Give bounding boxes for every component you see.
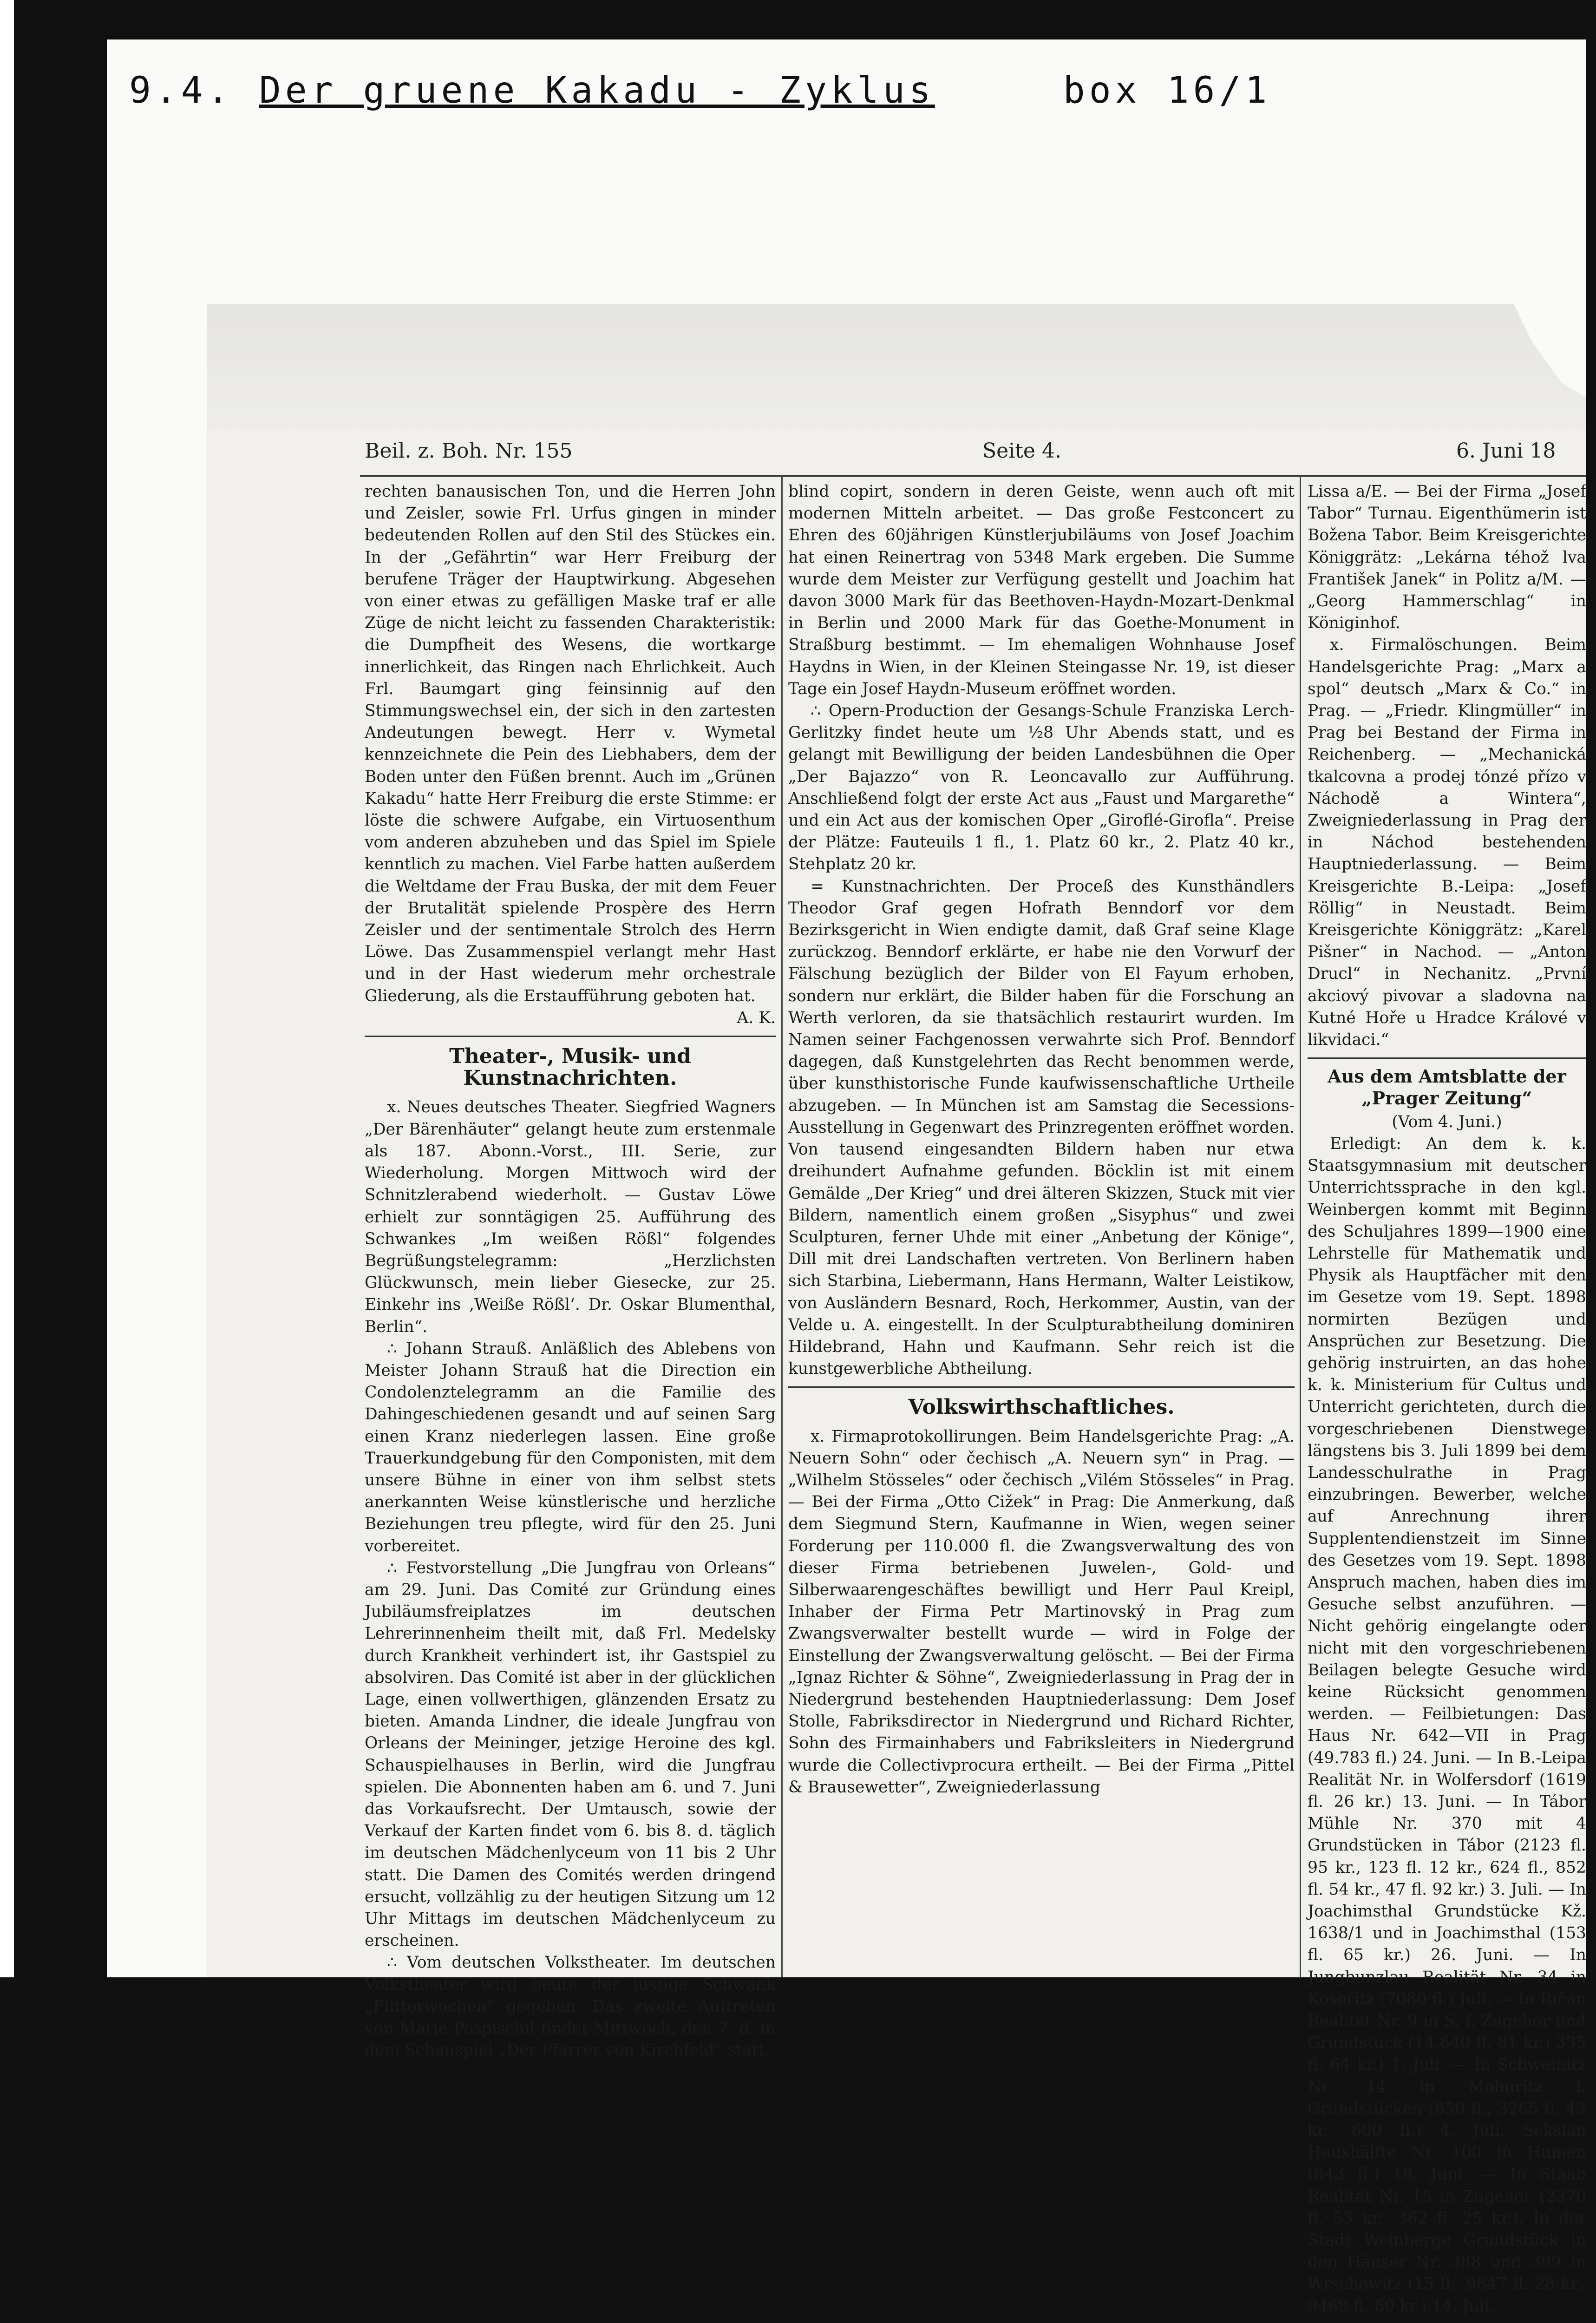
page-header <box>207 439 1586 472</box>
column-3 <box>1308 481 1586 2316</box>
news-item: ∴ Festvorstellung „Die Jungfrau von Orleans“ am 29. Juni. Das Comité zur Gründung eines Jubiläumsfreiplatzes im deutschen Lehrerinnenheim theilt mit, daß Frl. Medelsky durch Krankheit verhindert ist, ihr Gastspiel zu absolviren. Das Comité ist aber in der glücklichen Lage, einen vollwerthigen, glänzenden Ersatz zu bieten. Amanda Lindner, die ideale Jungfrau von Orleans der Meininger, jetzige Heroine des kgl. Schauspielhauses in Berlin, wird die Jungfrau spielen. Die Abonnenten haben am 6. und 7. Juni das Vorkaufsrecht. Der Umtausch, sowie der Verkauf der Karten findet vom 6. bis 8. d. täglich im deutschen Mädchenlyceum von 11 bis 2 Uhr statt. Die Damen des Comités werden dringend ersucht, vollzählig zu der heutigen Sitzung um 12 Uhr Mittags im deutschen Mädchenlyceum zu erscheinen. <box>365 1558 776 1950</box>
news-item: blind copirt, sondern in deren Geiste, wenn auch oft mit modernen Mitteln arbeitet. — Das große Festconcert zu Ehren des 60jährigen Künstlerjubiläums von Josef Joachim hat einen Reinertrag von 5348 Mark ergeben. Die Summe wurde dem Meister zur Verfügung gestellt und Joachim hat davon 3000 Mark für das Beethoven-Haydn-Mozart-Denkmal in Berlin und 2000 Mark für das Goethe-Monument in Straßburg bestimmt. — Im ehemaligen Wohnhause Josef Haydns in Wien, in der Kleinen Steingasse Nr. 19, ist dieser Tage ein Josef Haydn-Museum eröffnet worden. <box>788 482 1295 698</box>
archive-sheet <box>107 39 1586 2316</box>
left-margin-strip <box>0 0 14 1977</box>
column-rule-1 <box>781 477 783 1977</box>
column-1 <box>365 481 776 2060</box>
news-item: Lissa a/E. — Bei der Firma „Josef Tabor“ Turnau. Eigenthümerin ist Božena Tabor. Beim Kreisgerichte Königgrätz: „Lekárna téhož lva František Janek“ in Politz a/M. — „Georg Hammerschlag“ in Königinhof. <box>1308 482 1586 633</box>
news-item: = Kunstnachrichten. Der Proceß des Kunsthändlers Theodor Graf gegen Hofrath Benndorf vor dem Bezirksgericht in Wien endigte damit, daß Graf seine Klage zurückzog. Benndorf erklärte, er habe nie den Vorwurf der Fälschung bezüglich der Bilder von El Fayum erhoben, sondern nur erklärt, die Bilder haben für die Forschung an Werth verloren, da sie thatsächlich restaurirt wurden. Im Namen seiner Fachgenossen verwahrte sich Prof. Benndorf dagegen, daß Kunstgelehrten das Recht benommen werde, über kunsthistorische Funde kaufwissenschaftliche Urtheile abzugeben. — In München ist am Samstag die Secessions-Ausstellung in Gegenwart des Prinzregenten eröffnet worden. Von tausend eingesandten Bildern haben nur etwa dreihundert Aufnahme gefunden. Böcklin ist mit einem Gemälde „Der Krieg“ und drei älteren Skizzen, Stuck mit vier Bildern, namentlich einem großen „Sisyphus“ und zwei Sculpturen, ferner Uhde mit einer „Anbetung der Könige“, Dill mit drei Landschaften vertreten. Von Berlinern haben sich Starbina, Liebermann, Hans Hermann, Walter Leistikow, von Ausländern Besnard, Roch, Herkommer, Austin, van der Velde u. A. eingestellt. In der Sculpturabtheilung dominiren Hildebrand, Hahn und Kaufmann. Sehr reich ist die kunstgewerbliche Abtheilung. <box>788 877 1295 1378</box>
news-item: x. Firmalöschungen. Beim Handelsgerichte Prag: „Marx a spol“ deutsch „Marx & Co.“ in Prag. — „Friedr. Klingmüller“ in Prag bei Bestand der Firma in Reichenberg. — „Mechanická tkalcovna a prodej tónzé přízo v Náchodě a Wintera“, Zweigniederlassung in Prag der in Náchod bestehenden Hauptniederlassung. — Beim Kreisgerichte B.-Leipa: „Josef Röllig“ in Neustadt. Beim Kreisgerichte Königgrätz: „Karel Pišner“ in Nachod. — „Anton Drucl“ in Nechanitz. „První akciový pivovar a sladovna na Kutné Hoře u Hradce Králové v likvidaci.“ <box>1308 636 1586 1050</box>
torn-top-edge <box>207 304 1586 430</box>
section-divider <box>788 1386 1295 1388</box>
section-title-gazette: Aus dem Amtsblatte der „Prager Zeitung“ <box>1328 1066 1566 1109</box>
news-item: ∴ Vom deutschen Volkstheater. Im deutschen Volkstheater wird heute der lustige Schwank „Flitterwochen“ gegeben. Das zweite Auftreten von Marie Pospischil findet Mittwoch, den 7. d. in dem Schauspiel „Der Pfarrer von Kirchfeld“ statt. <box>365 1953 776 2060</box>
header-right: 6. Juni 18 <box>1456 439 1556 463</box>
news-item: ∴ Opern-Production der Gesangs-Schule Franziska Lerch-Gerlitzky findet heute um ½8 Uhr Abends statt, und es gelangt mit Bewilligung der beiden Landesbühnen die Oper „Der Bajazzo“ von R. Leoncavallo zur Aufführung. Anschließend folgt der erste Act aus „Faust und Margarethe“ und ein Act aus der komischen Oper „Giroflé-Girofla“. Preise der Plätze: Fauteuils 1 fl., 1. Platz 60 kr., 2. Platz 40 kr., Stehplatz 20 kr. <box>788 702 1295 874</box>
header-center: Seite 4. <box>982 439 1061 463</box>
column-rule-2 <box>1300 477 1301 1977</box>
review-signature: A. K. <box>737 1008 776 1027</box>
column-2 <box>788 481 1295 1975</box>
label-box: box 16/1 <box>1063 70 1271 112</box>
news-item: x. Neues deutsches Theater. Siegfried Wagners „Der Bärenhäuter“ gelangt heute zum erstenmale als 187. Abonn.-Vorst., III. Serie, zur Wiederholung. Morgen Mittwoch wird der Schnitzlerabend wiederholt. — Gustav Löwe erhielt zur sonntägigen 25. Aufführung des Schwankes „Im weißen Rößl“ folgendes Begrüßungstelegramm: „Herzlichsten Glückwunsch, mein lieber Giesecke, zur 25. Einkehr ins ‚Weiße Rößl‘. Dr. Oskar Blumenthal, Berlin“. <box>365 1098 776 1336</box>
section-divider <box>1308 1057 1586 1059</box>
review-text: rechten banausischen Ton, und die Herren John und Zeisler, sowie Frl. Urfus gingen in minder bedeutenden Rollen auf den Stil des Stückes ein. In der „Gefährtin“ war Herr Freiburg der berufene Träger der Hauptwirkung. Abgesehen von einer etwas zu gefälligen Maske traf er alle Züge de nicht leicht zu fassenden Charakteristik: die Dumpfheit des Wesens, die wortkarge innerlichkeit, das Ringen nach Ehrlichkeit. Auch Frl. Baumgart ging feinsinnig auf den Stimmungswechsel ein, der sich in den zartesten Andeutungen bewegt. Herr v. Wymetal kennzeichnete die Pein des Liebhabers, dem der Boden unter den Füßen brennt. Auch im „Grünen Kakadu“ hatte Herr Freiburg die erste Stimme: er löste die schwere Aufgabe, ein Virtuosenthum vom anderen abzuheben und das Spiel im Spiele kenntlich zu machen. Viel Farbe hatten außerdem die Weltdame der Frau Buska, der mit dem Feuer der Brutalität spielende Prospère des Herrn Zeisler und der sentimentale Strolch des Herrn Löwe. Das Zusammenspiel verlangt mehr Hast und in der Hast wiederum mehr orchestrale Gliederung, als die Erstaufführung geboten hat. <box>365 482 776 1005</box>
section-title-theater: Theater-, Musik- und Kunstnachrichten. <box>449 1044 691 1090</box>
newspaper-clipping <box>207 304 1586 2316</box>
label-title: Der gruene Kakadu - Zyklus <box>259 70 935 112</box>
header-left: Beil. z. Boh. Nr. 155 <box>365 439 573 463</box>
news-item: ∴ Johann Strauß. Anläßlich des Ablebens von Meister Johann Strauß hat die Direction ein Condolenztelegramm an die Familie des Dahingeschiedenen gesandt und auf seinen Sarg einen Kranz niederlegen lassen. Eine große Trauerkundgebung für den Componisten, mit dem unsere Bühne in einer von ihm selbst stets anerkannten Weise künstlerische und herzliche Beziehungen treu pflegte, wird für den 25. Juni vorbereitet. <box>365 1339 776 1555</box>
archive-label <box>129 70 1271 112</box>
news-item: Erledigt: An dem k. k. Staatsgymnasium mit deutscher Unterrichtssprache in den kgl. Weinbergen kommt mit Beginn des Schuljahres 1899—1900 eine Lehrstelle für Mathematik und Physik als Hauptfächer mit den im Gesetze vom 19. Sept. 1898 normirten Bezügen und Ansprüchen zur Besetzung. Die gehörig instruirten, an das hohe k. k. Ministerium für Cultus und Unterricht gerichteten, durch die vorgeschriebenen Dienstwege längstens bis 3. Juli 1899 bei dem Landesschulrathe in Prag einzubringen. Bewerber, welche auf Anrechnung ihrer Supplentendienstzeit im Sinne des Gesetzes vom 19. Sept. 1898 Anspruch machen, haben dies im Gesuche selbst anzuführen. — Nicht gehörig eingelangte oder nicht mit den vorgeschriebenen Beilagen belegte Gesuche wird keine Rücksicht genommen werden. — Feilbietungen: Das Haus Nr. 642—VII in Prag (49.783 fl.) 24. Juni. — In B.-Leipa Realität Nr. in Wolfersdorf (1619 fl. 26 kr.) 13. Juni. — In Tábor Mühle Nr. 370 mit 4 Grundstücken in Tábor (2123 fl. 95 kr., 123 fl. 12 kr., 624 fl., 852 fl. 54 kr., 47 fl. 92 kr.) 3. Juli. — In Joachimsthal Grundstücke Kž. 1638/1 und in Joachimsthal (153 fl. 65 kr.) 26. Juni. — In Jungbunzlau Realität Nr. 34 in Kosořitz (7080 fl.) Juli. — In Říčan Realität Nr. 9 in S. f. Zugehör und Grundstück (14.640 fl. 81 kr.) 335 fl. 64 kr.) 1. Juli. — In Schweinitz Nr. 14 in Mohuritz f. Grundstücken (850 fl., 3265 fl. 43 kr., 600 fl.) 4. Juli. Sekslan Haushälfte Nr. 100 in Humen (843 fl.) 18. Juni. — In Staab Realität Nr. 15 in Zugehör (2370 fl. 53 kr., 362 fl. 25 kr.). In der Stadt Weinberge Grundstück in den Häuser Nr. 388 und 399 in Wrschowitz (15 fl., 9847 fl. 28 kr., 9468 fl. 60 kr.) 14. Juli. <box>1308 1134 1586 2316</box>
news-item: x. Firmaprotokollirungen. Beim Handelsgerichte Prag: „A. Neuern Sohn“ oder čechisch „A. Neuern syn“ in Prag. — „Wilhelm Stösseles“ oder čechisch „Vilém Stösseles“ in Prag. — Bei der Firma „Otto Cižek“ in Prag: Die Anmerkung, daß dem Siegmund Stern, Kaufmanne in Wien, wegen seiner Forderung per 110.000 fl. die Zwangsverwaltung des von dieser Firma betriebenen Juwelen-, Gold- und Silberwaarengeschäftes bewilligt und Herr Paul Kreipl, Inhaber der Firma Petr Martinovský in Prag zum Zwangsverwalter bestellt wurde — wird in Folge der Einstellung der Zwangsverwaltung gelöscht. — Bei der Firma „Ignaz Richter & Söhne“, Zweigniederlassung in Prag der in Niedergrund bestehenden Hauptniederlassung: Dem Josef Stolle, Fabriksdirector in Niedergrund und Richard Richter, Sohn des Firmainhabers und Fabriksleiters in Niedergrund wurde die Collectivprocura ertheilt. — Bei der Firma „Pittel & Brausewetter“, Zweigniederlassung <box>788 1427 1295 1797</box>
gazette-date: (Vom 4. Juni.) <box>1392 1112 1502 1131</box>
section-divider <box>365 1036 776 1037</box>
label-number: 9.4. <box>129 70 233 112</box>
header-rule <box>360 475 1586 477</box>
section-title-economy: Volkswirthschaftliches. <box>908 1395 1175 1419</box>
